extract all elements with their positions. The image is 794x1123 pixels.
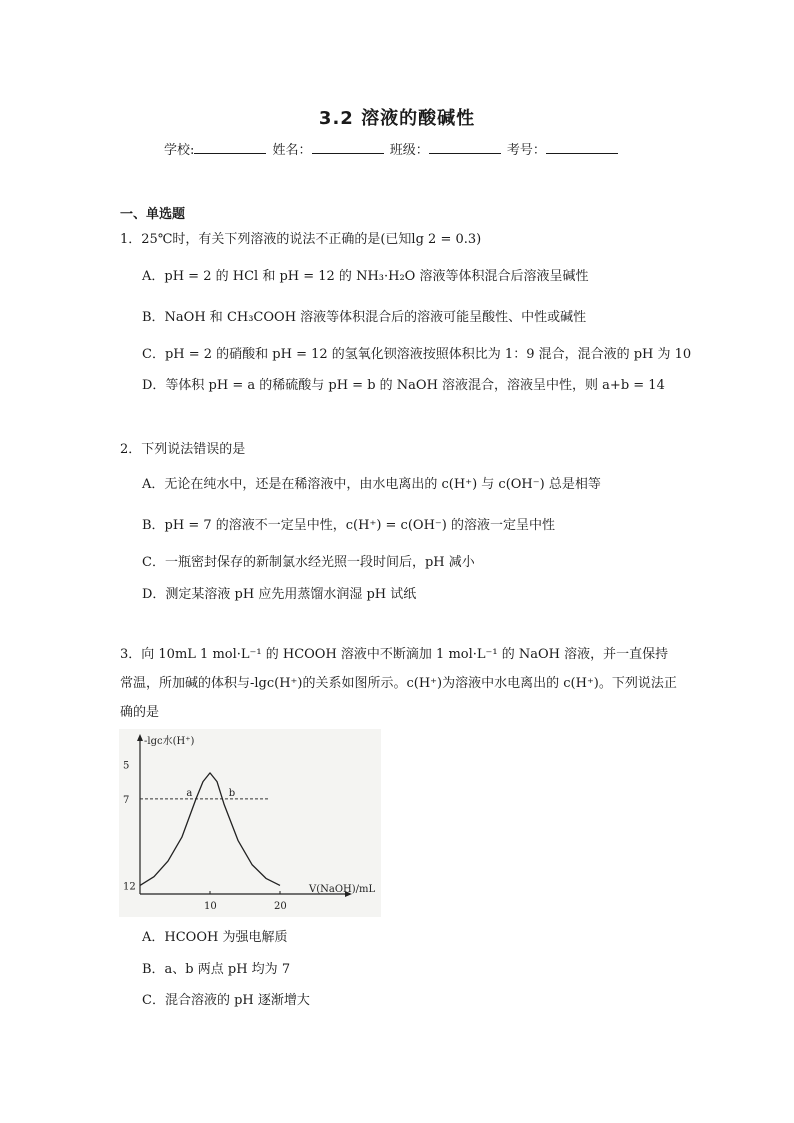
point-label-a: a [186, 787, 193, 799]
point-label-b: b [228, 787, 236, 799]
x-axis-label: V(NaOH)/mL [309, 884, 376, 895]
y-tick-label: 5 [123, 760, 130, 772]
question-2-stem: 2．下列说法错误的是 [120, 442, 246, 457]
question-3-option-a: A．HCOOH 为强电解质 [142, 930, 288, 945]
data-line [140, 773, 280, 886]
class-blank[interactable] [429, 141, 501, 154]
question-3-option-b: B．a、b 两点 pH 均为 7 [142, 962, 291, 977]
question-1-option-c: C．pH = 2 的硝酸和 pH = 12 的氢氧化钡溶液按照体积比为 1：9 混合，混合液的 pH 为 10 [142, 347, 692, 362]
y-axis-label: -lgc水(H⁺) [144, 736, 195, 747]
question-3-stem: 3．向 10mL 1 mol·L⁻¹ 的 HCOOH 溶液中不断滴加 1 mol·L⁻¹ 的 NaOH 溶液，并一直保持常温，所加碱的体积与-lgc(H⁺)的关系如图所示。c(H⁺)为溶液中水电离出的 c(H⁺)。下列说法正确的是 [120, 647, 677, 720]
question-1-option-b: B．NaOH 和 CH₃COOH 溶液等体积混合后的溶液可能呈酸性、中性或碱性 [142, 310, 587, 325]
chart-svg [119, 729, 381, 917]
student-info-line [164, 139, 620, 158]
x-tick-label: 20 [274, 901, 287, 912]
section-heading: 一、单选题 [120, 207, 186, 222]
question-1-stem: 1．25℃时，有关下列溶液的说法不正确的是(已知lg 2 = 0.3) [120, 232, 482, 247]
exam-no-blank[interactable] [546, 141, 618, 154]
question-2-option-d: D．测定某溶液 pH 应先用蒸馏水润湿 pH 试纸 [142, 587, 417, 602]
question-2-option-a: A．无论在纯水中，还是在稀溶液中，由水电离出的 c(H⁺) 与 c(OH⁻) 总是相等 [142, 477, 601, 492]
name-label: 姓名： [272, 143, 312, 158]
question-3-chart [119, 729, 381, 917]
class-label: 班级： [389, 143, 429, 158]
name-blank[interactable] [312, 141, 384, 154]
question-2-option-b: B．pH = 7 的溶液不一定呈中性，c(H⁺) = c(OH⁻) 的溶液一定呈中性 [142, 518, 555, 533]
question-2-option-c: C．一瓶密封保存的新制氯水经光照一段时间后，pH 减小 [142, 555, 475, 570]
school-blank[interactable] [194, 141, 266, 154]
x-tick-label: 10 [204, 901, 217, 912]
y-tick-label: 12 [123, 881, 136, 893]
school-label: 学校: [164, 143, 195, 158]
question-1-option-a: A．pH = 2 的 HCl 和 pH = 12 的 NH₃·H₂O 溶液等体积混合后溶液呈碱性 [142, 269, 589, 284]
question-3-option-c: C．混合溶液的 pH 逐渐增大 [142, 993, 310, 1008]
page-title: 3.2 溶液的酸碱性 [318, 108, 476, 129]
y-tick-label: 7 [123, 794, 130, 806]
question-1-option-d: D．等体积 pH = a 的稀硫酸与 pH = b 的 NaOH 溶液混合，溶液呈中性，则 a+b = 14 [142, 378, 665, 393]
y-axis-arrow [137, 734, 143, 741]
exam-no-label: 考号： [506, 143, 546, 158]
